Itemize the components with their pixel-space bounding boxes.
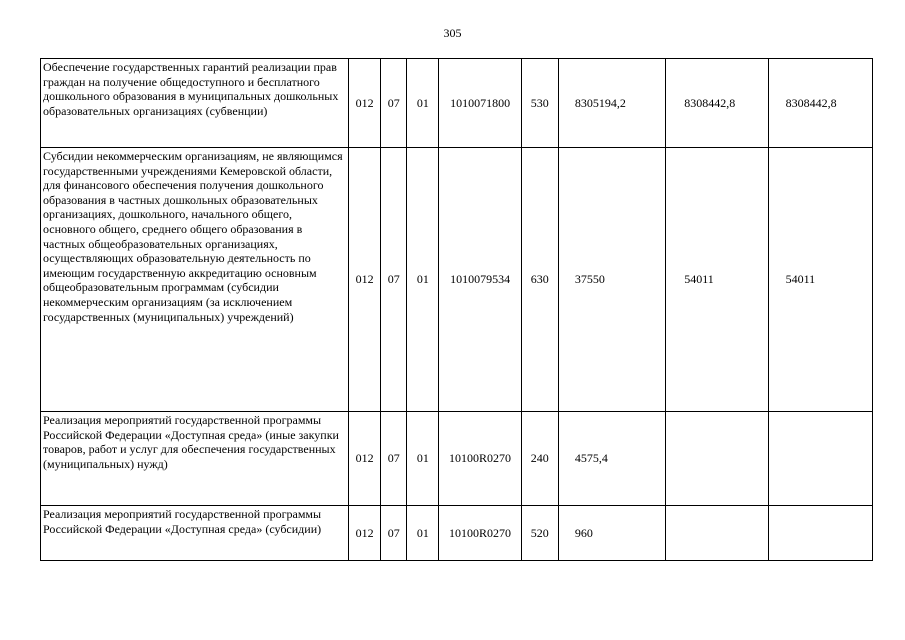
subsection-code: 01 xyxy=(407,506,439,561)
expense-type-code: 530 xyxy=(521,59,558,148)
amount-year-1: 37550 xyxy=(558,148,665,412)
row-description: Субсидии некоммерческим организациям, не являющимся государственными учреждениями Кемеровской области, для финансового обеспечения получения дошкольного образования в частных дошкольных образовательных организациях, дошкольного, начального общего, основного общего, среднего общего образования в частных общеобразовательных организациях, осуществляющих образовательную деятельность по имеющим государственную аккредитацию основным общеобразовательным программам (субсидии некоммерческим организациям (за исключением государственных (муниципальных) учреждений) xyxy=(41,148,349,412)
section-code: 07 xyxy=(381,148,407,412)
amount-year-1: 4575,4 xyxy=(558,412,665,506)
expense-type-code: 240 xyxy=(521,412,558,506)
subsection-code: 01 xyxy=(407,59,439,148)
ministry-code: 012 xyxy=(349,506,381,561)
table-row xyxy=(41,506,873,561)
expense-type-code: 520 xyxy=(521,506,558,561)
section-code: 07 xyxy=(381,412,407,506)
target-article-code: 10100R0270 xyxy=(439,412,521,506)
table-row xyxy=(41,412,873,506)
amount-year-3: 54011 xyxy=(768,148,872,412)
amount-year-2: 8308442,8 xyxy=(666,59,768,148)
amount-year-2 xyxy=(666,506,768,561)
subsection-code: 01 xyxy=(407,148,439,412)
section-code: 07 xyxy=(381,59,407,148)
subsection-code: 01 xyxy=(407,412,439,506)
amount-year-3 xyxy=(768,506,872,561)
amount-year-3: 8308442,8 xyxy=(768,59,872,148)
row-description: Реализация мероприятий государственной программы Российской Федерации «Доступная среда» (иные закупки товаров, работ и услуг для обеспечения государственных (муниципальных) нужд) xyxy=(41,412,349,506)
target-article-code: 10100R0270 xyxy=(439,506,521,561)
ministry-code: 012 xyxy=(349,148,381,412)
section-code: 07 xyxy=(381,506,407,561)
ministry-code: 012 xyxy=(349,412,381,506)
amount-year-3 xyxy=(768,412,872,506)
page-number: 305 xyxy=(443,26,462,40)
amount-year-2 xyxy=(666,412,768,506)
target-article-code: 1010071800 xyxy=(439,59,521,148)
amount-year-1: 8305194,2 xyxy=(558,59,665,148)
table-row xyxy=(41,148,873,412)
amount-year-2: 54011 xyxy=(666,148,768,412)
expense-type-code: 630 xyxy=(521,148,558,412)
budget-table xyxy=(40,58,873,561)
row-description: Обеспечение государственных гарантий реализации прав граждан на получение общедоступного и бесплатного дошкольного образования в муниципальных дошкольных образовательных организациях (субвенции) xyxy=(41,59,349,148)
table-row xyxy=(41,59,873,148)
target-article-code: 1010079534 xyxy=(439,148,521,412)
row-description: Реализация мероприятий государственной программы Российской Федерации «Доступная среда» (субсидии) xyxy=(41,506,349,561)
amount-year-1: 960 xyxy=(558,506,665,561)
ministry-code: 012 xyxy=(349,59,381,148)
